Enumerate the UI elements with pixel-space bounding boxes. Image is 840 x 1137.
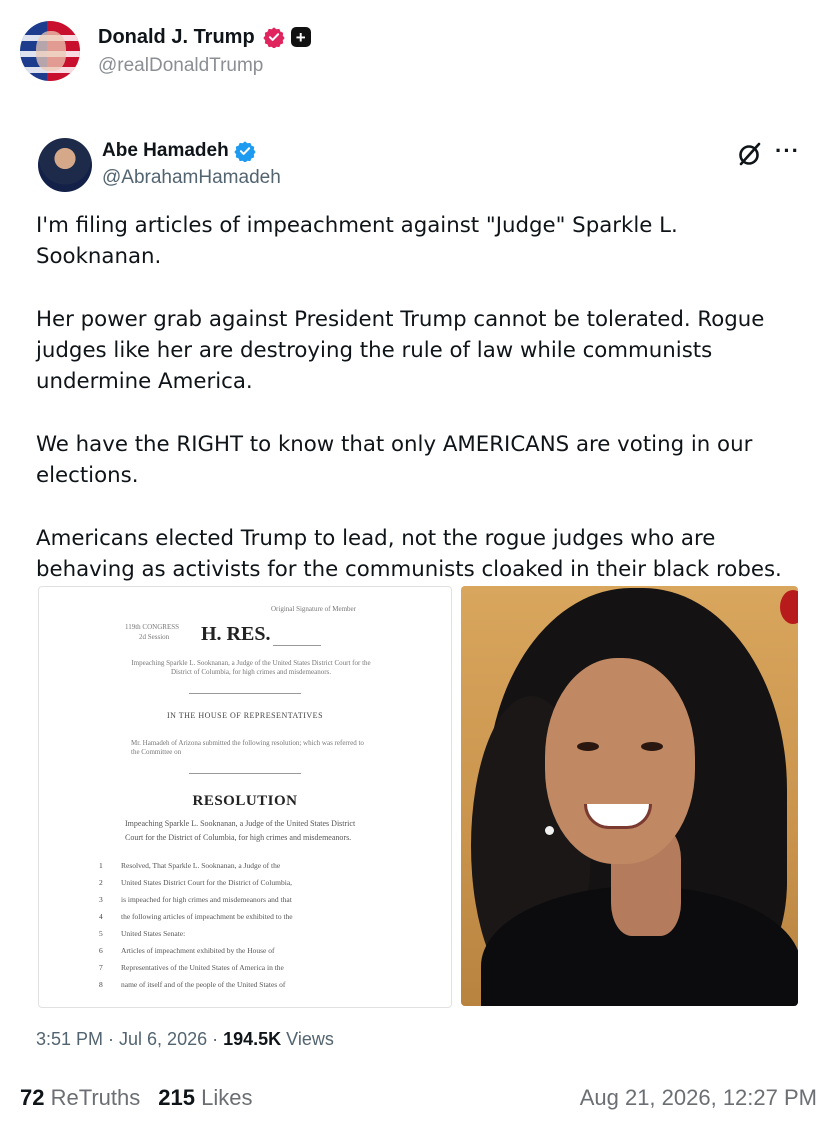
post-paragraph: I'm filing articles of impeachment against "Judge" Sparkle L. Sooknanan.	[36, 213, 678, 269]
doc-line	[99, 976, 419, 993]
doc-line-text: Representatives of the United States of America in the	[121, 963, 284, 972]
truth-timestamp[interactable]: Aug 21, 2026, 12:27 PM	[579, 1085, 817, 1110]
doc-line	[99, 942, 419, 959]
doc-line	[99, 959, 419, 976]
post-paragraph: Americans elected Trump to lead, not the rogue judges who are behaving as activists for the communists cloaked in their black robes.	[36, 526, 782, 582]
doc-line-number: 3	[99, 895, 103, 904]
doc-line	[99, 874, 419, 891]
doc-line-number: 2	[99, 878, 103, 887]
doc-house: IN THE HOUSE OF REPRESENTATIVES	[166, 711, 324, 720]
truth-header	[20, 20, 311, 82]
doc-title: H. RES.	[201, 623, 271, 645]
doc-signature-note: Original Signature of Member	[271, 605, 356, 613]
doc-line	[99, 857, 419, 874]
post-text	[36, 210, 806, 585]
grok-icon[interactable]	[736, 140, 764, 168]
avatar[interactable]	[20, 21, 80, 81]
doc-line-text: name of itself and of the people of the United States of	[121, 980, 286, 989]
author-handle[interactable]: @realDonaldTrump	[98, 54, 264, 76]
author-name[interactable]: Donald J. Trump	[98, 25, 255, 48]
post-author-handle[interactable]: @AbrahamHamadeh	[102, 167, 281, 188]
truth-footer	[20, 1085, 820, 1111]
doc-line-number: 8	[99, 980, 103, 989]
resolution-document-image[interactable]	[38, 586, 452, 1008]
post-time[interactable]: 3:51 PM · Jul 6, 2026 ·	[36, 1029, 219, 1049]
doc-resolution-para: Impeaching Sparkle L. Sooknanan, a Judge of the United States District Court for the District of Columbia, for high crimes and misdemeanors.	[125, 819, 356, 842]
doc-line-text: Resolved, That Sparkle L. Sooknanan, a Judge of the	[121, 861, 281, 870]
doc-session: 2d Session	[139, 633, 170, 641]
doc-line-number: 4	[99, 912, 103, 921]
views-label: Views	[286, 1029, 334, 1049]
doc-line-number: 6	[99, 946, 103, 955]
doc-line	[99, 891, 419, 908]
doc-line	[99, 908, 419, 925]
likes-count[interactable]: 215	[158, 1085, 195, 1110]
doc-line-text: United States District Court for the District of Columbia,	[121, 878, 293, 887]
embedded-post	[20, 118, 820, 1049]
retruths-count[interactable]: 72	[20, 1085, 45, 1110]
post-author-name[interactable]: Abe Hamadeh	[102, 140, 229, 161]
plus-badge-icon: +	[291, 27, 311, 47]
doc-submitted: Mr. Hamadeh of Arizona submitted the following resolution; which was referred to the Committee on	[131, 739, 364, 756]
post-paragraph: Her power grab against President Trump cannot be tolerated. Rogue judges like her are destroying the rule of law while communists undermine America.	[36, 307, 765, 394]
retruths-label[interactable]: ReTruths	[50, 1085, 141, 1110]
doc-line-text: is impeached for high crimes and misdemeanors and that	[121, 895, 292, 904]
doc-congress: 119th CONGRESS	[125, 623, 180, 631]
doc-resolution-heading: RESOLUTION	[192, 793, 298, 809]
likes-label[interactable]: Likes	[201, 1085, 253, 1110]
author-info	[98, 26, 311, 77]
doc-lines	[99, 857, 419, 993]
doc-line-number: 5	[99, 929, 103, 938]
post-avatar[interactable]	[38, 138, 92, 192]
more-icon[interactable]: ···	[775, 138, 800, 163]
verified-badge-icon	[263, 26, 285, 48]
post-meta	[36, 1029, 334, 1050]
views-count: 194.5K	[223, 1029, 282, 1049]
doc-line-number: 7	[99, 963, 103, 972]
doc-line	[99, 925, 419, 942]
doc-line-text: Articles of impeachment exhibited by the House of	[121, 946, 275, 955]
doc-line-text: the following articles of impeachment be exhibited to the	[121, 912, 293, 921]
verified-badge-icon	[234, 140, 256, 162]
judge-photo-image[interactable]	[461, 586, 798, 1006]
doc-summary: Impeaching Sparkle L. Sooknanan, a Judge of the United States District Court for the District of Columbia, for high crimes and misdemeanors.	[131, 659, 371, 676]
doc-line-text: United States Senate:	[121, 929, 186, 938]
post-paragraph: We have the RIGHT to know that only AMERICANS are voting in our elections.	[36, 432, 753, 488]
doc-line-number: 1	[99, 861, 103, 870]
